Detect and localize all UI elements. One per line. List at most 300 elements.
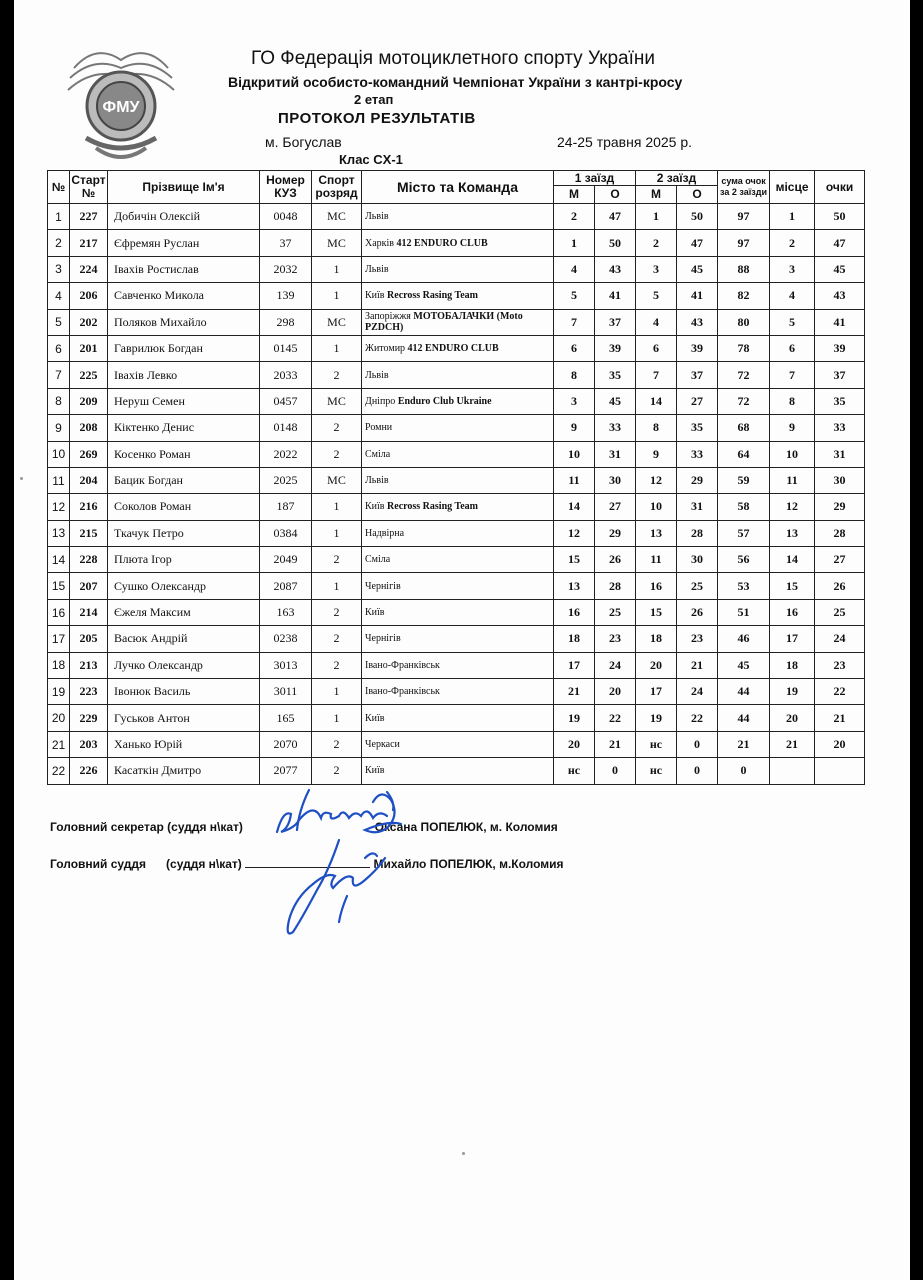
cell-points: 24 (815, 626, 865, 652)
team-city: Львів (365, 475, 389, 487)
cell-heat1-m: 19 (554, 705, 595, 731)
heat1-o-header: О (595, 186, 636, 204)
cell-kuz: 3013 (260, 652, 312, 678)
cell-heat2-o: 28 (677, 520, 718, 546)
cell-points: 30 (815, 467, 865, 493)
cell-num: 15 (48, 573, 70, 599)
cell-heat1-m: 10 (554, 441, 595, 467)
cell-team (362, 256, 554, 282)
cell-name: Добичін Олексій (108, 204, 260, 230)
table-row (48, 256, 865, 282)
cell-heat1-m: 20 (554, 731, 595, 757)
scan-speck (20, 477, 23, 480)
cell-num: 9 (48, 415, 70, 441)
table-row (48, 204, 865, 230)
table-row (48, 441, 865, 467)
cell-points: 31 (815, 441, 865, 467)
cell-start: 209 (70, 388, 108, 414)
cell-team (362, 309, 554, 335)
cell-heat2-o: 45 (677, 256, 718, 282)
results-table-body (48, 204, 865, 785)
cell-kuz: 2033 (260, 362, 312, 388)
cell-heat2-o: 31 (677, 494, 718, 520)
cell-place: 12 (770, 494, 815, 520)
cell-heat2-m: 18 (636, 626, 677, 652)
cell-num: 18 (48, 652, 70, 678)
cell-start: 224 (70, 256, 108, 282)
cell-start: 223 (70, 679, 108, 705)
cell-rank: МС (312, 309, 362, 335)
judge-label: Головний суддя (суддя н\кат) (50, 857, 242, 871)
cell-heat1-o: 31 (595, 441, 636, 467)
cell-place: 4 (770, 283, 815, 309)
cell-heat1-m: нс (554, 758, 595, 784)
cell-name: Неруш Семен (108, 388, 260, 414)
cell-place: 6 (770, 335, 815, 361)
cell-sum: 51 (718, 599, 770, 625)
cell-heat1-m: 18 (554, 626, 595, 652)
cell-rank: МС (312, 204, 362, 230)
cell-heat2-o: 41 (677, 283, 718, 309)
team-city: Львів (365, 263, 389, 275)
cell-heat1-o: 33 (595, 415, 636, 441)
cell-start: 206 (70, 283, 108, 309)
heat2-o-header: О (677, 186, 718, 204)
cell-num: 2 (48, 230, 70, 256)
cell-kuz: 0145 (260, 335, 312, 361)
cell-name: Сушко Олександр (108, 573, 260, 599)
cell-num: 7 (48, 362, 70, 388)
cell-start: 229 (70, 705, 108, 731)
cell-name: Касаткін Дмитро (108, 758, 260, 784)
cell-heat1-o: 41 (595, 283, 636, 309)
cell-heat1-m: 7 (554, 309, 595, 335)
cell-place: 15 (770, 573, 815, 599)
cell-heat2-o: 25 (677, 573, 718, 599)
scan-speck (462, 1152, 465, 1155)
team-city: Сміла (365, 554, 391, 566)
cell-rank: 1 (312, 335, 362, 361)
team-city: Запоріжжя (365, 311, 411, 323)
cell-place (770, 758, 815, 784)
cell-num: 3 (48, 256, 70, 282)
cell-start: 217 (70, 230, 108, 256)
cell-rank: 1 (312, 573, 362, 599)
cell-heat1-m: 2 (554, 204, 595, 230)
cell-heat2-m: нс (636, 731, 677, 757)
cell-heat2-o: 29 (677, 467, 718, 493)
cell-rank: 1 (312, 679, 362, 705)
cell-place: 1 (770, 204, 815, 230)
cell-heat1-o: 29 (595, 520, 636, 546)
cell-rank: 2 (312, 731, 362, 757)
cell-kuz: 2070 (260, 731, 312, 757)
cell-points: 47 (815, 230, 865, 256)
logo-text: ФМУ (102, 99, 140, 116)
table-row (48, 230, 865, 256)
cell-sum: 46 (718, 626, 770, 652)
cell-heat2-m: 7 (636, 362, 677, 388)
table-row (48, 547, 865, 573)
federation-title: ГО Федерація мотоциклетного спорту України (251, 48, 656, 69)
heat1-m-header: М (554, 186, 595, 204)
cell-num: 11 (48, 467, 70, 493)
cell-points: 33 (815, 415, 865, 441)
dates-label: 24-25 травня 2025 р. (557, 134, 693, 150)
cell-heat2-o: 39 (677, 335, 718, 361)
cell-heat2-m: 13 (636, 520, 677, 546)
col-num-header: № (48, 171, 70, 204)
cell-sum: 57 (718, 520, 770, 546)
cell-heat2-o: 24 (677, 679, 718, 705)
team-name: Enduro Club Ukraine (397, 395, 492, 407)
cell-heat1-o: 22 (595, 705, 636, 731)
cell-sum: 44 (718, 705, 770, 731)
cell-name: Плюта Ігор (108, 547, 260, 573)
cell-start: 204 (70, 467, 108, 493)
cell-rank: 1 (312, 283, 362, 309)
team-city: Черкаси (365, 739, 400, 750)
cell-heat1-o: 45 (595, 388, 636, 414)
cell-name: Івахів Левко (108, 362, 260, 388)
cell-name: Васюк Андрій (108, 626, 260, 652)
cell-num: 1 (48, 204, 70, 230)
cell-rank: 2 (312, 441, 362, 467)
cell-heat1-o: 39 (595, 335, 636, 361)
cell-team (362, 204, 554, 230)
team-name: 412 ENDURO CLUB (396, 237, 488, 249)
cell-num: 22 (48, 758, 70, 784)
cell-name: Поляков Михайло (108, 309, 260, 335)
cell-kuz: 2025 (260, 467, 312, 493)
cell-heat1-m: 17 (554, 652, 595, 678)
team-name: Recross Rasing Team (387, 290, 478, 302)
cell-heat2-o: 37 (677, 362, 718, 388)
cell-points: 37 (815, 362, 865, 388)
team-name: МОТОБАЛАЧКИ (Moto PZDCH) (365, 311, 523, 334)
table-row (48, 388, 865, 414)
cell-name: Ханько Юрій (108, 731, 260, 757)
cell-num: 19 (48, 679, 70, 705)
cell-heat1-o: 20 (595, 679, 636, 705)
cell-points: 28 (815, 520, 865, 546)
cell-heat1-o: 27 (595, 494, 636, 520)
cell-sum: 21 (718, 731, 770, 757)
cell-name: Бацик Богдан (108, 467, 260, 493)
cell-place: 14 (770, 547, 815, 573)
heat2-header: 2 заїзд (636, 171, 718, 186)
cell-start: 227 (70, 204, 108, 230)
col-rank-header: Спорт розряд (312, 171, 362, 204)
cell-points: 45 (815, 256, 865, 282)
cell-heat2-o: 50 (677, 204, 718, 230)
cell-heat2-m: 2 (636, 230, 677, 256)
results-table-header (48, 171, 865, 204)
cell-name: Івонюк Василь (108, 679, 260, 705)
team-name: 412 ENDURO CLUB (407, 343, 499, 355)
cell-start: 269 (70, 441, 108, 467)
cell-place: 11 (770, 467, 815, 493)
cell-num: 21 (48, 731, 70, 757)
results-table (47, 170, 865, 785)
cell-rank: 2 (312, 362, 362, 388)
cell-heat1-m: 14 (554, 494, 595, 520)
cell-heat1-o: 28 (595, 573, 636, 599)
cell-team (362, 467, 554, 493)
table-row (48, 599, 865, 625)
cell-num: 16 (48, 599, 70, 625)
table-row (48, 705, 865, 731)
col-place-header: місце (770, 171, 815, 204)
cell-sum: 72 (718, 388, 770, 414)
cell-name: Косенко Роман (108, 441, 260, 467)
cell-heat1-o: 26 (595, 547, 636, 573)
cell-heat1-o: 24 (595, 652, 636, 678)
cell-sum: 58 (718, 494, 770, 520)
cell-num: 8 (48, 388, 70, 414)
cell-heat2-m: 11 (636, 547, 677, 573)
cell-heat1-o: 47 (595, 204, 636, 230)
handwritten-signature-icon (269, 780, 469, 940)
cell-name: Соколов Роман (108, 494, 260, 520)
cell-kuz: 165 (260, 705, 312, 731)
cell-team (362, 679, 554, 705)
cell-kuz: 2087 (260, 573, 312, 599)
team-city: Київ (365, 607, 385, 619)
team-city: Житомир (365, 343, 406, 355)
secretary-name: Оксана ПОПЕЛЮК, м. Коломия (374, 820, 558, 834)
cell-sum: 68 (718, 415, 770, 441)
cell-heat1-o: 37 (595, 309, 636, 335)
cell-name: Єфремян Руслан (108, 230, 260, 256)
cell-points (815, 758, 865, 784)
cell-heat1-m: 6 (554, 335, 595, 361)
team-name: Recross Rasing Team (387, 501, 478, 513)
cell-kuz: 139 (260, 283, 312, 309)
cell-heat2-o: 21 (677, 652, 718, 678)
cell-place: 16 (770, 599, 815, 625)
cell-place: 5 (770, 309, 815, 335)
cell-num: 12 (48, 494, 70, 520)
cell-heat1-o: 35 (595, 362, 636, 388)
cell-heat2-m: нс (636, 758, 677, 784)
cell-heat1-o: 30 (595, 467, 636, 493)
cell-team (362, 626, 554, 652)
cell-sum: 72 (718, 362, 770, 388)
cell-points: 25 (815, 599, 865, 625)
cell-sum: 0 (718, 758, 770, 784)
table-row (48, 309, 865, 335)
cell-sum: 44 (718, 679, 770, 705)
cell-num: 17 (48, 626, 70, 652)
cell-points: 35 (815, 388, 865, 414)
team-city: Київ (365, 712, 385, 724)
cell-heat2-o: 0 (677, 731, 718, 757)
cell-num: 14 (48, 547, 70, 573)
cell-heat2-o: 0 (677, 758, 718, 784)
cell-place: 17 (770, 626, 815, 652)
team-city: Чернігів (365, 580, 401, 592)
cell-heat1-o: 43 (595, 256, 636, 282)
col-team-header: Місто та Команда (362, 171, 554, 204)
table-row (48, 415, 865, 441)
cell-team (362, 731, 554, 757)
cell-team (362, 547, 554, 573)
cell-place: 7 (770, 362, 815, 388)
cell-rank: 1 (312, 256, 362, 282)
cell-heat2-o: 26 (677, 599, 718, 625)
cell-place: 8 (770, 388, 815, 414)
cell-heat2-m: 3 (636, 256, 677, 282)
cell-num: 4 (48, 283, 70, 309)
table-row (48, 731, 865, 757)
cell-heat1-m: 16 (554, 599, 595, 625)
table-row (48, 467, 865, 493)
team-city: Ромни (365, 422, 393, 434)
cell-kuz: 3011 (260, 679, 312, 705)
cell-heat2-m: 15 (636, 599, 677, 625)
team-city: Чернігів (365, 633, 401, 645)
team-city: Київ (365, 290, 385, 302)
cell-sum: 45 (718, 652, 770, 678)
team-city: Івано-Франківськ (365, 659, 440, 671)
cell-num: 5 (48, 309, 70, 335)
cell-points: 23 (815, 652, 865, 678)
cell-kuz: 0148 (260, 415, 312, 441)
cell-team (362, 441, 554, 467)
cell-sum: 82 (718, 283, 770, 309)
cell-points: 27 (815, 547, 865, 573)
cell-heat2-o: 33 (677, 441, 718, 467)
cell-heat2-o: 35 (677, 415, 718, 441)
secretary-label: Головний секретар (суддя н\кат) (50, 820, 243, 834)
cell-heat2-o: 22 (677, 705, 718, 731)
cell-kuz: 298 (260, 309, 312, 335)
cell-heat1-o: 25 (595, 599, 636, 625)
cell-heat2-o: 27 (677, 388, 718, 414)
cell-heat1-o: 23 (595, 626, 636, 652)
cell-kuz: 0048 (260, 204, 312, 230)
cell-heat1-o: 50 (595, 230, 636, 256)
cell-team (362, 520, 554, 546)
cell-rank: 2 (312, 652, 362, 678)
cell-heat1-m: 4 (554, 256, 595, 282)
cell-rank: 2 (312, 599, 362, 625)
cell-sum: 97 (718, 230, 770, 256)
table-row (48, 362, 865, 388)
cell-points: 43 (815, 283, 865, 309)
cell-heat1-m: 11 (554, 467, 595, 493)
cell-start: 203 (70, 731, 108, 757)
cell-sum: 88 (718, 256, 770, 282)
cell-team (362, 335, 554, 361)
cell-name: Гуськов Антон (108, 705, 260, 731)
cell-kuz: 0384 (260, 520, 312, 546)
cell-points: 21 (815, 705, 865, 731)
team-city: Київ (365, 501, 385, 513)
protocol-title: ПРОТОКОЛ РЕЗУЛЬТАТІВ (278, 110, 476, 127)
table-row (48, 494, 865, 520)
cell-kuz: 2032 (260, 256, 312, 282)
cell-sum: 59 (718, 467, 770, 493)
cell-start: 207 (70, 573, 108, 599)
cell-heat2-m: 19 (636, 705, 677, 731)
cell-heat1-m: 21 (554, 679, 595, 705)
heat1-header: 1 заїзд (554, 171, 636, 186)
cell-heat2-m: 14 (636, 388, 677, 414)
cell-rank: 2 (312, 758, 362, 784)
table-row (48, 283, 865, 309)
col-sum-header: сума очок за 2 заїзди (718, 171, 770, 204)
cell-place: 21 (770, 731, 815, 757)
cell-heat1-m: 13 (554, 573, 595, 599)
cell-points: 26 (815, 573, 865, 599)
team-city: Сміла (365, 448, 391, 460)
cell-start: 201 (70, 335, 108, 361)
cell-start: 225 (70, 362, 108, 388)
cell-rank: 2 (312, 415, 362, 441)
cell-heat1-m: 8 (554, 362, 595, 388)
cell-heat2-m: 6 (636, 335, 677, 361)
cell-kuz: 37 (260, 230, 312, 256)
cell-name: Єжеля Максим (108, 599, 260, 625)
cell-heat2-o: 30 (677, 547, 718, 573)
cell-place: 19 (770, 679, 815, 705)
cell-points: 20 (815, 731, 865, 757)
cell-heat1-o: 21 (595, 731, 636, 757)
cell-heat2-m: 4 (636, 309, 677, 335)
heat2-m-header: М (636, 186, 677, 204)
cell-team (362, 283, 554, 309)
cell-num: 13 (48, 520, 70, 546)
city-label: м. Богуслав (265, 134, 342, 150)
cell-place: 18 (770, 652, 815, 678)
cell-heat2-m: 10 (636, 494, 677, 520)
cell-points: 22 (815, 679, 865, 705)
cell-start: 202 (70, 309, 108, 335)
cell-start: 226 (70, 758, 108, 784)
cell-rank: 2 (312, 547, 362, 573)
cell-sum: 53 (718, 573, 770, 599)
cell-kuz: 2077 (260, 758, 312, 784)
cell-heat1-o: 0 (595, 758, 636, 784)
cell-rank: 1 (312, 520, 362, 546)
championship-title: Відкритий особисто-командний Чемпіонат України з кантрі-кросу (228, 74, 683, 90)
team-city: Надвірна (365, 527, 405, 539)
cell-start: 208 (70, 415, 108, 441)
cell-heat1-m: 5 (554, 283, 595, 309)
col-start-header: Старт № (70, 171, 108, 204)
cell-rank: 1 (312, 705, 362, 731)
cell-heat1-m: 9 (554, 415, 595, 441)
cell-name: Лучко Олександр (108, 652, 260, 678)
cell-team (362, 705, 554, 731)
cell-heat2-m: 16 (636, 573, 677, 599)
cell-team (362, 415, 554, 441)
cell-heat1-m: 3 (554, 388, 595, 414)
cell-rank: 2 (312, 626, 362, 652)
cell-heat2-m: 5 (636, 283, 677, 309)
cell-rank: МС (312, 388, 362, 414)
cell-place: 2 (770, 230, 815, 256)
cell-sum: 80 (718, 309, 770, 335)
cell-start: 216 (70, 494, 108, 520)
cell-name: Кіктенко Денис (108, 415, 260, 441)
cell-place: 3 (770, 256, 815, 282)
cell-heat1-m: 15 (554, 547, 595, 573)
cell-heat2-o: 47 (677, 230, 718, 256)
cell-kuz: 163 (260, 599, 312, 625)
